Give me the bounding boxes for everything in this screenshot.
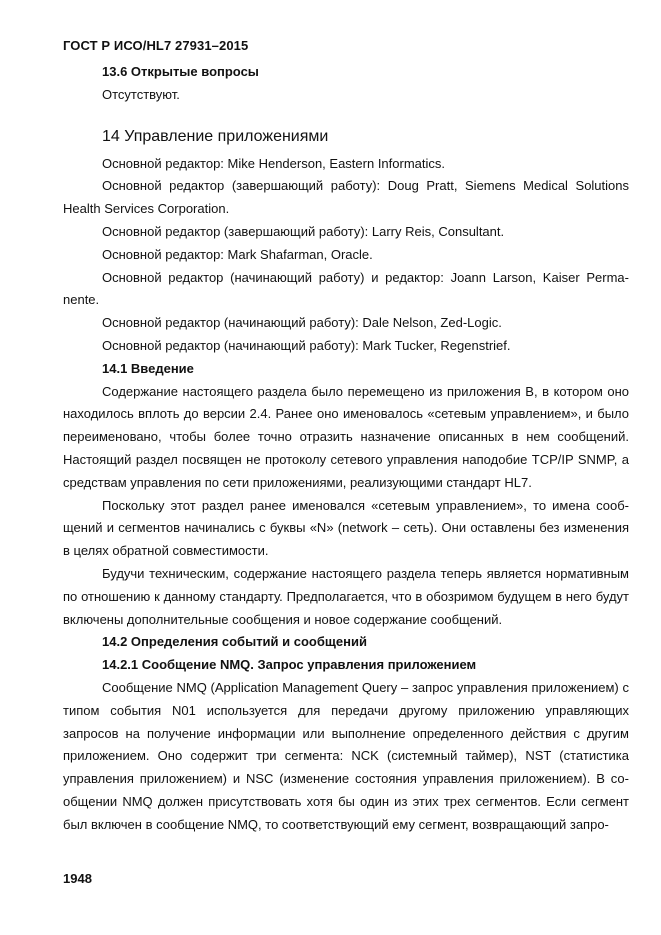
section-14-2-1-heading: 14.2.1 Сообщение NMQ. Запрос управления приложением	[102, 657, 477, 673]
editor-line: Основной редактор (начинающий работу) и редактор: Joann Larson, Kaiser Permanente.	[63, 269, 629, 308]
body-paragraph: Поскольку этот раздел ранее именовался «сетевым управлением», то имена сообщений и сегментов начинались с буквы «N» (network – сеть). Они оставлены без изменения в целях обратной совместимости.	[63, 497, 629, 559]
section-14-1-heading: 14.1 Введение	[102, 360, 194, 376]
document-code-header: ГОСТ Р ИСО/HL7 27931–2015	[63, 38, 249, 53]
body-paragraph: Сообщение NMQ (Application Management Query – запрос управления приложением) с типом события N01 используется для передачи другому приложению управляющих запросов на получение информации или выполнение определенного действия с другим приложением. Оно содержит три сегмента: NCK (системный таймер), NST (статистика управления приложением) и NSC (изменение состояния управления приложением). В сообщении NMQ должен присутствовать хотя бы один из этих трех сегментов. Если сегмент был включен в сообщение NMQ, то соответствующий ему сегмент, возвращающий запро-	[63, 679, 629, 832]
section-14-2-heading: 14.2 Определения событий и сообщений	[102, 634, 367, 650]
page-content	[63, 61, 629, 837]
editor-line: Основной редактор: Mark Shafarman, Oracle.	[102, 246, 373, 262]
editor-line: Основной редактор (завершающий работу): Doug Pratt, Siemens Medical Solutions Health Services Corporation.	[63, 178, 629, 217]
editor-line: Основной редактор (завершающий работу): Larry Reis, Consultant.	[102, 223, 505, 239]
body-paragraph: Будучи техническим, содержание настоящего раздела теперь является нормативным по отношению к данному стандарту. Предполагается, что в обозримом будущем в него будут включены дополнительные сообщения и новое содержание сообщений.	[63, 565, 629, 627]
editor-line: Основной редактор (начинающий работу): Mark Tucker, Regenstrief.	[102, 337, 511, 353]
section-13-6-heading: 13.6 Открытые вопросы	[102, 64, 259, 79]
editor-line: Основной редактор (начинающий работу): Dale Nelson, Zed-Logic.	[102, 315, 502, 331]
section-14-heading: 14 Управление приложениями	[102, 127, 329, 145]
page-number: 1948	[63, 871, 92, 886]
body-paragraph: Содержание настоящего раздела было перемещено из приложения В, в котором оно находилось вплоть до версии 2.4. Ранее оно именовалось «сетевым управлением», и было переименовано, чтобы более точно отразить назначение описанных в нем сообщений. Настоящий раздел посвящен не протоколу сетевого управления наподобие TCP/IP SNMP, а средствам управления по сети приложениями, реализующими стандарт HL7.	[63, 383, 629, 490]
editor-line: Основной редактор: Mike Henderson, Eastern Informatics.	[102, 155, 446, 171]
section-13-6-text: Отсутствуют.	[102, 86, 180, 102]
